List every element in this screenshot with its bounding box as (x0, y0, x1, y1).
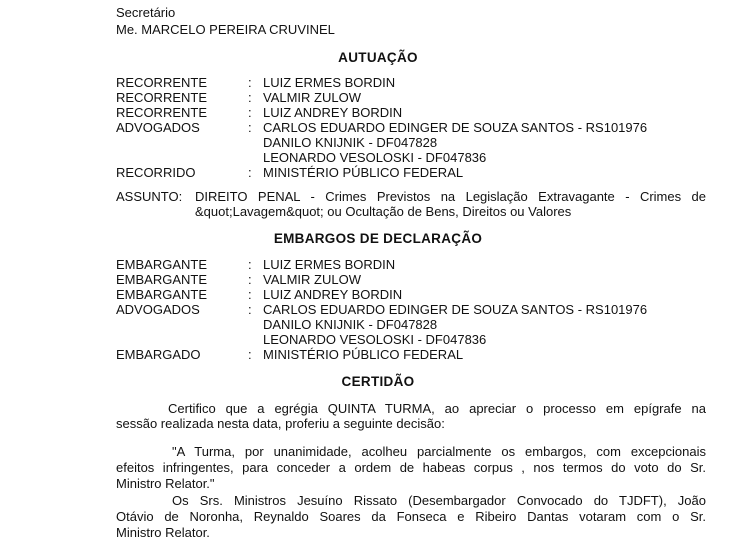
decision-quote-line-1: "A Turma, por unanimidade, acolheu parcialmente os embargos, com excepcionais (172, 444, 706, 459)
party-value: DANILO KNIJNIK - DF047828 (263, 135, 438, 150)
party-separator: : (248, 165, 252, 180)
party-separator: : (248, 287, 252, 302)
party-separator: : (248, 105, 252, 120)
signatory-role: Secretário (116, 5, 176, 20)
party-value: MINISTÉRIO PÚBLICO FEDERAL (263, 165, 464, 180)
ministers-paragraph-line-1: Os Srs. Ministros Jesuíno Rissato (Desembargador Convocado do TJDFT), João (172, 493, 706, 508)
party-value: VALMIR ZULOW (263, 90, 361, 105)
party-label: RECORRIDO (116, 165, 196, 180)
party-value: LUIZ ERMES BORDIN (263, 257, 396, 272)
section-title-embargos: EMBARGOS DE DECLARAÇÃO (273, 231, 483, 246)
party-label: EMBARGANTE (116, 287, 208, 302)
section-title-autuacao: AUTUAÇÃO (338, 50, 418, 65)
party-value: DANILO KNIJNIK - DF047828 (263, 317, 438, 332)
party-separator: : (248, 120, 252, 135)
party-label: EMBARGADO (116, 347, 201, 362)
party-value: VALMIR ZULOW (263, 272, 361, 287)
assunto-text-line-2: &quot;Lavagem&quot; ou Ocultação de Bens, Direitos ou Valores (195, 204, 572, 219)
party-label: ADVOGADOS (116, 302, 200, 317)
party-value: LEONARDO VESOLOSKI - DF047836 (263, 332, 487, 347)
party-separator: : (248, 90, 252, 105)
party-label: EMBARGANTE (116, 257, 208, 272)
ministers-paragraph-line-3: Ministro Relator. (116, 525, 210, 540)
party-label: RECORRENTE (116, 75, 208, 90)
decision-quote-line-3: Ministro Relator." (116, 476, 215, 491)
decision-quote-line-2: efeitos infringentes, para conceder a ordem de habeas corpus , nos termos do voto do Sr. (116, 460, 706, 475)
party-value: LUIZ ANDREY BORDIN (263, 105, 403, 120)
signatory-name: Me. MARCELO PEREIRA CRUVINEL (116, 22, 335, 37)
party-label: EMBARGANTE (116, 272, 208, 287)
party-label: RECORRENTE (116, 105, 208, 120)
assunto-label: ASSUNTO: (116, 189, 183, 204)
party-value: CARLOS EDUARDO EDINGER DE SOUZA SANTOS - RS101976 (263, 120, 648, 135)
certidao-paragraph-1-line-2: sessão realizada nesta data, proferiu a seguinte decisão: (116, 416, 445, 431)
party-value: LUIZ ERMES BORDIN (263, 75, 396, 90)
party-value: MINISTÉRIO PÚBLICO FEDERAL (263, 347, 464, 362)
party-value: CARLOS EDUARDO EDINGER DE SOUZA SANTOS - RS101976 (263, 302, 648, 317)
party-separator: : (248, 347, 252, 362)
party-separator: : (248, 257, 252, 272)
ministers-paragraph-line-2: Otávio de Noronha, Reynaldo Soares da Fonseca e Ribeiro Dantas votaram com o Sr. (116, 509, 706, 524)
party-value: LUIZ ANDREY BORDIN (263, 287, 403, 302)
party-label: ADVOGADOS (116, 120, 200, 135)
party-label: RECORRENTE (116, 90, 208, 105)
party-separator: : (248, 75, 252, 90)
certidao-paragraph-1-line-1: Certifico que a egrégia QUINTA TURMA, ao apreciar o processo em epígrafe na (168, 401, 706, 416)
party-separator: : (248, 302, 252, 317)
section-title-certidao: CERTIDÃO (341, 374, 415, 389)
assunto-text-line-1: DIREITO PENAL - Crimes Previstos na Legislação Extravagante - Crimes de (195, 189, 706, 204)
party-value: LEONARDO VESOLOSKI - DF047836 (263, 150, 487, 165)
party-separator: : (248, 272, 252, 287)
